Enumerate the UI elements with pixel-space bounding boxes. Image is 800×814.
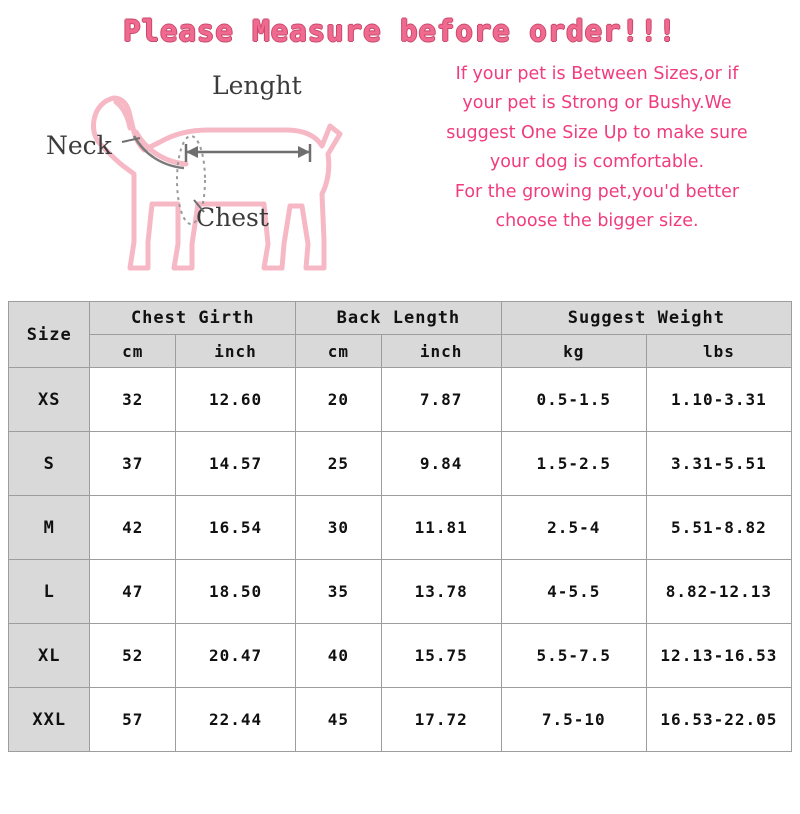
cell-back-inch: 13.78	[381, 560, 501, 624]
note-line-5: For the growing pet,you'd better	[454, 181, 740, 202]
note-line-2: your pet is Strong or Bushy.We	[462, 93, 732, 114]
cell-weight-lbs: 16.53-22.05	[646, 688, 791, 752]
cell-back-cm: 35	[296, 560, 382, 624]
cell-weight-kg: 2.5-4	[501, 496, 646, 560]
cell-size: XXL	[9, 688, 90, 752]
cell-chest-inch: 16.54	[176, 496, 296, 560]
page-title: Please Measure before order!!!	[123, 14, 677, 48]
table-row	[9, 688, 792, 752]
cell-chest-cm: 57	[90, 688, 176, 752]
cell-weight-kg: 5.5-7.5	[501, 624, 646, 688]
label-chest: Chest	[196, 203, 269, 232]
cell-back-cm: 45	[296, 688, 382, 752]
cell-chest-cm: 42	[90, 496, 176, 560]
cell-chest-inch: 18.50	[176, 560, 296, 624]
cell-size: M	[9, 496, 90, 560]
header-weight-lbs: lbs	[646, 335, 791, 368]
table-row	[9, 624, 792, 688]
note-line-1: If your pet is Between Sizes,or if	[455, 64, 739, 84]
cell-weight-lbs: 8.82-12.13	[646, 560, 791, 624]
header-back-cm: cm	[296, 335, 382, 368]
cell-chest-inch: 14.57	[176, 432, 296, 496]
cell-weight-kg: 4-5.5	[501, 560, 646, 624]
sizing-note	[402, 60, 792, 236]
header-chest-inch: inch	[176, 335, 296, 368]
cell-weight-lbs: 5.51-8.82	[646, 496, 791, 560]
table-body	[9, 368, 792, 752]
cell-weight-lbs: 1.10-3.31	[646, 368, 791, 432]
cell-back-cm: 20	[296, 368, 382, 432]
table-row	[9, 496, 792, 560]
cell-weight-kg: 7.5-10	[501, 688, 646, 752]
table-head	[9, 302, 792, 368]
cell-back-inch: 9.84	[381, 432, 501, 496]
cell-chest-cm: 37	[90, 432, 176, 496]
table-row	[9, 368, 792, 432]
cell-chest-inch: 20.47	[176, 624, 296, 688]
table-row	[9, 560, 792, 624]
cell-back-inch: 7.87	[381, 368, 501, 432]
cell-chest-cm: 47	[90, 560, 176, 624]
table-header-row-units	[9, 335, 792, 368]
dog-measurement-diagram	[18, 54, 378, 279]
note-line-6: choose the bigger size.	[495, 210, 699, 231]
size-chart-page	[0, 14, 800, 814]
table-row	[9, 432, 792, 496]
cell-size: L	[9, 560, 90, 624]
header-size: Size	[9, 302, 90, 368]
cell-back-cm: 30	[296, 496, 382, 560]
label-length: Lenght	[212, 71, 302, 100]
header-chest-girth: Chest Girth	[90, 302, 296, 335]
cell-back-inch: 17.72	[381, 688, 501, 752]
size-table-container	[8, 301, 792, 752]
cell-weight-kg: 0.5-1.5	[501, 368, 646, 432]
cell-chest-cm: 52	[90, 624, 176, 688]
illustration-and-note	[0, 48, 800, 278]
cell-chest-inch: 12.60	[176, 368, 296, 432]
label-neck: Neck	[46, 131, 112, 160]
header-chest-cm: cm	[90, 335, 176, 368]
note-line-3: suggest One Size Up to make sure	[446, 122, 748, 143]
header-back-inch: inch	[381, 335, 501, 368]
cell-size: XL	[9, 624, 90, 688]
cell-chest-inch: 22.44	[176, 688, 296, 752]
cell-size: XS	[9, 368, 90, 432]
cell-back-inch: 11.81	[381, 496, 501, 560]
cell-back-inch: 15.75	[381, 624, 501, 688]
size-table	[8, 301, 792, 752]
cell-size: S	[9, 432, 90, 496]
cell-back-cm: 40	[296, 624, 382, 688]
header-suggest-weight: Suggest Weight	[501, 302, 791, 335]
cell-weight-lbs: 3.31-5.51	[646, 432, 791, 496]
cell-weight-lbs: 12.13-16.53	[646, 624, 791, 688]
note-line-4: your dog is comfortable.	[489, 152, 705, 173]
cell-chest-cm: 32	[90, 368, 176, 432]
header-back-length: Back Length	[296, 302, 502, 335]
table-header-row-groups	[9, 302, 792, 335]
cell-back-cm: 25	[296, 432, 382, 496]
header-weight-kg: kg	[501, 335, 646, 368]
cell-weight-kg: 1.5-2.5	[501, 432, 646, 496]
